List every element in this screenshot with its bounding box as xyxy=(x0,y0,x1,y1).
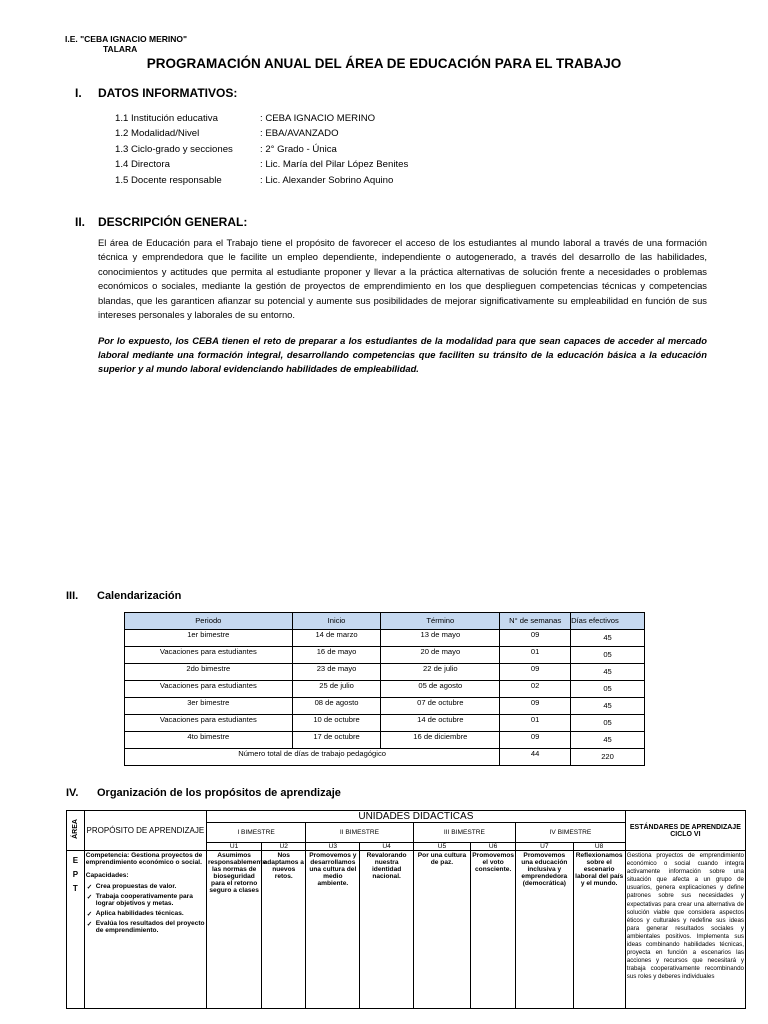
calendar-cell: 22 de julio xyxy=(381,664,500,681)
institution-city: TALARA xyxy=(103,44,138,54)
calendar-cell: 20 de mayo xyxy=(381,647,500,664)
calendar-cell: 01 xyxy=(500,715,571,732)
unit-title-cell xyxy=(471,851,516,1009)
institution-name: I.E. "CEBA IGNACIO MERINO" xyxy=(65,34,188,44)
unit-title: Promovemos una educación inclusiva y emprendedora (democrática) xyxy=(521,852,568,887)
unit-header: U1 xyxy=(206,843,261,851)
area-letter: T xyxy=(72,884,78,893)
unit-header: U6 xyxy=(471,843,516,851)
calendar-cell: 08 de agosto xyxy=(292,698,381,715)
checkmark-icon: ✓ xyxy=(86,921,93,928)
calendar-cell: 2do bimestre xyxy=(125,664,293,681)
standard-text: Gestiona proyectos de emprendimiento económico o social cuando integra activamente información sobre una situación que afecta a un grupo de usuarios, genera explicaciones y define patrones sobre sus necesidades y expectativas para crear una alternativa de solución viable que considera aspectos éticos y culturales y redefine sus ideas para generar resultados sociales y ambientales positivos. Implementa sus ideas combinando habilidades técnicas, proyecta en función a escenarios las acciones y recursos que necesitará y trabaja cooperativamente recombinando sus roles y deberes individuales xyxy=(626,852,744,981)
standards-header: ESTÁNDARES DE APRENDIZAJE CICLO VI xyxy=(625,811,745,851)
units-header: UNIDADES DIDÁCTICAS xyxy=(206,811,625,823)
calendar-row xyxy=(125,732,645,749)
calendar-cell: 14 de octubre xyxy=(381,715,500,732)
calendar-header-cell: Inicio xyxy=(292,613,381,630)
calendar-cell: 01 xyxy=(500,647,571,664)
calendar-row xyxy=(125,681,645,698)
capacity-item xyxy=(86,893,205,907)
calendar-cell: 07 de octubre xyxy=(381,698,500,715)
capacity-item xyxy=(86,910,205,918)
calendar-cell: 16 de diciembre xyxy=(381,732,500,749)
calendar-table xyxy=(124,612,645,766)
info-value: : Lic. María del Pilar López Benites xyxy=(260,159,409,171)
competency-text: Competencia: Gestiona proyectos de emprendimiento económico o social. xyxy=(85,852,203,866)
unit-title-cell xyxy=(206,851,267,1009)
calendar-cell: 23 de mayo xyxy=(292,664,381,681)
unit-header: U5 xyxy=(413,843,470,851)
checkmark-icon: ✓ xyxy=(86,884,93,891)
calendar-cell: 05 xyxy=(571,647,645,664)
purpose-header: PROPÓSITO DE APRENDIZAJE xyxy=(84,811,206,851)
calendar-cell: 1er bimestre xyxy=(125,630,293,647)
calendar-cell: 45 xyxy=(571,698,645,715)
info-value: : EBA/AVANZADO xyxy=(260,128,339,140)
section4-number: IV. xyxy=(66,787,79,799)
capacity-text: Crea propuestas de valor. xyxy=(95,883,177,890)
bimester-header: IV BIMESTRE xyxy=(516,823,626,843)
capacity-text: Aplica habilidades técnicas. xyxy=(95,910,184,917)
calendar-cell: 05 xyxy=(571,715,645,732)
calendar-row xyxy=(125,630,645,647)
section4-title: Organización de los propósitos de aprendizaje xyxy=(97,787,341,799)
info-row xyxy=(115,144,408,159)
total-weeks: 44 xyxy=(500,749,571,766)
calendar-cell: 09 xyxy=(500,698,571,715)
unit-header: U4 xyxy=(360,843,413,851)
info-label: 1.1 Institución educativa xyxy=(115,113,218,124)
calendar-cell: 05 de agosto xyxy=(381,681,500,698)
checkmark-icon: ✓ xyxy=(86,911,93,918)
calendar-row xyxy=(125,647,645,664)
calendar-header-cell: N° de semanas xyxy=(500,613,571,630)
calendar-cell: 17 de octubre xyxy=(292,732,381,749)
calendar-row xyxy=(125,698,645,715)
info-row xyxy=(115,113,408,128)
calendar-cell: 09 xyxy=(500,732,571,749)
unit-header: U8 xyxy=(573,843,625,851)
bimester-header: III BIMESTRE xyxy=(413,823,515,843)
calendar-cell: 25 de julio xyxy=(292,681,381,698)
calendar-cell: 4to bimestre xyxy=(125,732,293,749)
calendar-cell: Vacaciones para estudiantes xyxy=(125,715,293,732)
calendar-cell: Vacaciones para estudiantes xyxy=(125,647,293,664)
description-paragraph: El área de Educación para el Trabajo tiene el propósito de favorecer el acceso de los estudiantes al mundo laboral a través de una formación técnica y emprendedora que le facilite un empleo dependiente, independiente o autogenerado, a través del desarrollo de las habilidades, conocimientos y actitudes que permita al estudiante proponer y llevar a la práctica alternativas de solución frente a necesidades o problemas económicos o sociales, mediante la gestión de proyectos de emprendimiento en los que desplieguen competencias técnicas y competencias blandas, que les garanticen afianzar su potencial y aumente sus posibilidades de mejorar significativamente su empleabilidad en función de sus intereses personales y laborales de su entorno. xyxy=(98,237,707,321)
bimester-header: II BIMESTRE xyxy=(306,823,414,843)
section1-number: I. xyxy=(75,86,82,100)
capacities-list xyxy=(86,883,205,934)
calendar-cell: 3er bimestre xyxy=(125,698,293,715)
unit-title-cell xyxy=(262,851,306,1009)
unit-header: U2 xyxy=(262,843,306,851)
calendar-row xyxy=(125,715,645,732)
area-column xyxy=(67,851,85,1009)
capacity-text: Trabaja cooperativamente para lograr objetivos y metas. xyxy=(95,893,193,907)
section1-title: DATOS INFORMATIVOS: xyxy=(98,86,238,100)
calendar-cell: 16 de mayo xyxy=(292,647,381,664)
calendar-cell: 14 de marzo xyxy=(292,630,381,647)
info-value: : Lic. Alexander Sobrino Aquino xyxy=(260,174,394,186)
info-label: 1.3 Ciclo-grado y secciones xyxy=(115,143,233,155)
calendar-cell: 09 xyxy=(500,630,571,647)
total-days: 220 xyxy=(571,749,645,766)
unit-title-cell xyxy=(360,851,413,1009)
area-header: ÁREA xyxy=(71,819,79,839)
description-conclusion: Por lo expuesto, los CEBA tienen el reto de preparar a los estudiantes de la modalidad para que sean capaces de acceder al mercado laboral mediante una formación integral, desarrollando competencias que faciliten su tránsito de la educación básica a la educación superior y al mundo laboral evidenciando habilidades de empleabilidad. xyxy=(98,335,707,374)
unit-title-cell xyxy=(516,851,573,1009)
info-value: : CEBA IGNACIO MERINO xyxy=(260,113,376,124)
capacity-item xyxy=(86,883,205,891)
unit-title: Por una cultura de paz. xyxy=(417,852,467,866)
info-label: 1.2 Modalidad/Nivel xyxy=(115,128,200,140)
unit-title: Promovemos y desarrollamos una cultura del medio ambiente. xyxy=(309,852,357,887)
capacity-text: Evalúa los resultados del proyecto de emprendimiento. xyxy=(95,920,205,934)
checkmark-icon: ✓ xyxy=(86,894,93,901)
capacities-label: Capacidades: xyxy=(85,872,129,879)
info-table xyxy=(115,113,408,190)
section2-title: DESCRIPCIÓN GENERAL: xyxy=(98,215,248,229)
calendar-cell: 45 xyxy=(571,630,645,647)
unit-title-cell xyxy=(306,851,360,1009)
learning-purposes-table xyxy=(66,810,746,1009)
unit-title: Revalorando nuestra identidad nacional. xyxy=(366,852,407,880)
purpose-cell xyxy=(84,851,206,1009)
standard-cell xyxy=(625,851,745,1009)
info-row xyxy=(115,159,408,174)
calendar-header-cell: Periodo xyxy=(125,613,293,630)
unit-title-cell xyxy=(413,851,470,1009)
calendar-cell: 09 xyxy=(500,664,571,681)
capacity-item xyxy=(86,920,205,934)
unit-header: U3 xyxy=(306,843,360,851)
calendar-cell: 10 de octubre xyxy=(292,715,381,732)
calendar-cell: 45 xyxy=(571,664,645,681)
unit-title-cell xyxy=(573,851,625,1009)
calendar-cell: 13 de mayo xyxy=(381,630,500,647)
info-label: 1.5 Docente responsable xyxy=(115,174,222,186)
section2-number: II. xyxy=(75,215,86,229)
calendar-cell: 45 xyxy=(571,732,645,749)
area-letter: P xyxy=(72,870,79,879)
unit-title: Reflexionamos sobre el escenario laboral del país y el mundo. xyxy=(575,852,624,887)
unit-title: Asumimos responsablemente las normas de bioseguridad para el retorno seguro a clases xyxy=(207,852,267,894)
calendar-cell: 05 xyxy=(571,681,645,698)
calendar-row xyxy=(125,664,645,681)
calendar-cell: 02 xyxy=(500,681,571,698)
unit-title: Nos adaptamos a nuevos retos. xyxy=(263,852,304,880)
calendar-header-cell: Días efectivos xyxy=(571,613,645,630)
info-row xyxy=(115,175,408,190)
section3-number: III. xyxy=(66,590,79,602)
info-label: 1.4 Directora xyxy=(115,159,170,171)
info-value: : 2° Grado - Única xyxy=(260,143,337,155)
bimester-header: I BIMESTRE xyxy=(206,823,305,843)
section3-title: Calendarización xyxy=(97,590,182,602)
document-title: PROGRAMACIÓN ANUAL DEL ÁREA DE EDUCACIÓN PARA EL TRABAJO xyxy=(146,56,622,71)
total-label: Número total de días de trabajo pedagógico xyxy=(125,749,500,766)
unit-title: Promovemos el voto consciente. xyxy=(472,852,515,873)
area-letter: E xyxy=(72,856,79,865)
calendar-cell: Vacaciones para estudiantes xyxy=(125,681,293,698)
unit-header: U7 xyxy=(516,843,573,851)
info-row xyxy=(115,128,408,143)
calendar-header-cell: Término xyxy=(381,613,500,630)
